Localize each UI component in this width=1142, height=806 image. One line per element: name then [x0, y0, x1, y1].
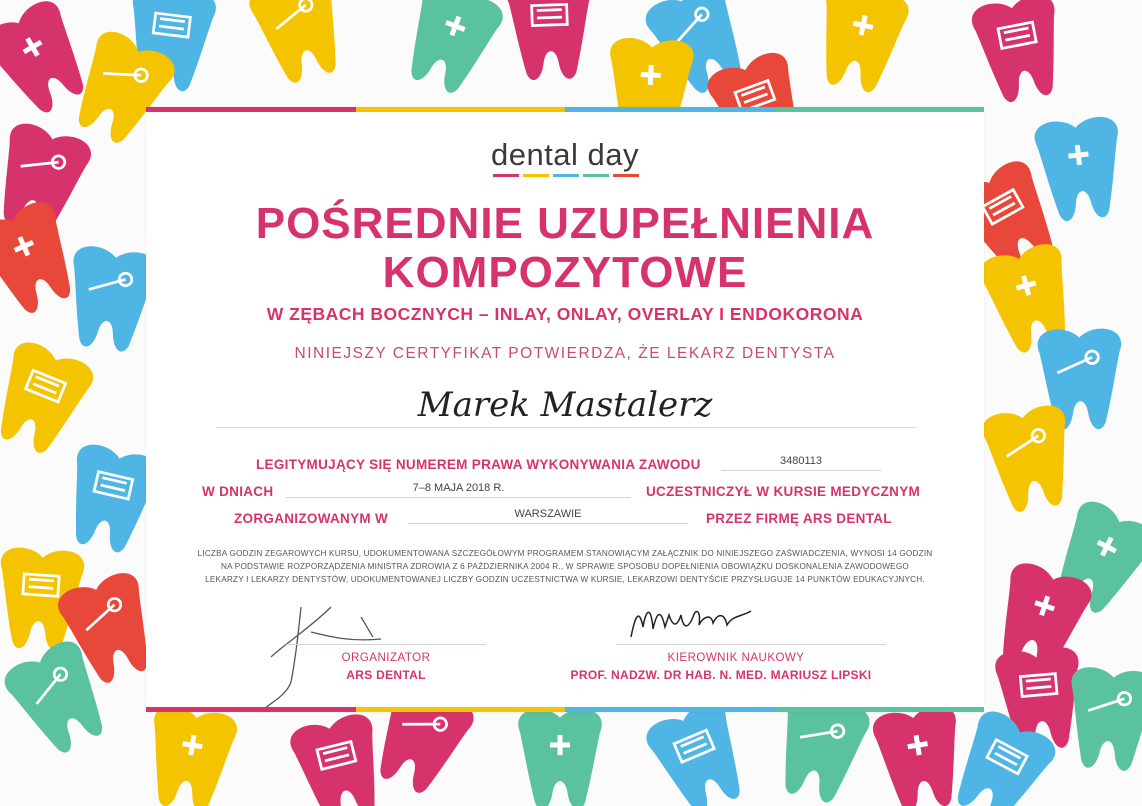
license-label: LEGITYMUJĄCY SIĘ NUMEREM PRAWA WYKONYWANIA ZAWODU: [256, 457, 701, 472]
certificate-card: [146, 107, 984, 712]
tooth-icon: [809, 0, 912, 97]
tooth-icon: [980, 403, 1080, 516]
tooth-icon: [246, 0, 354, 89]
course-dates: 7–8 MAJA 2018 R.: [412, 482, 505, 494]
bottom-color-stripe: [146, 707, 984, 712]
participated-text: UCZESTNICZYŁ W KURSIE MEDYCZNYM: [646, 484, 921, 499]
manager-role: KIEROWNIK NAUKOWY: [667, 652, 805, 664]
brand-underline: [491, 174, 641, 177]
tooth-icon: [393, 0, 507, 101]
tooth-icon: [1064, 666, 1142, 773]
tooth-icon: [62, 244, 159, 355]
tooth-icon: [642, 697, 758, 806]
course-city: WARSZAWIE: [514, 508, 582, 520]
certificate-title-line1: POŚREDNIE UZUPEŁNIENIA: [255, 199, 875, 248]
certificate-title-line2: KOMPOZYTOWE: [382, 248, 748, 297]
certificate-subtitle: W ZĘBACH BOCZNYCH – INLAY, ONLAY, OVERLAY I ENDOKORONA: [266, 304, 864, 324]
dates-underline: [286, 497, 631, 498]
brand-logo: dental day: [490, 137, 640, 172]
dates-label: W DNIACH: [202, 484, 274, 499]
tooth-icon: [0, 337, 98, 461]
license-number: 3480113: [779, 455, 822, 467]
recipient-underline: [216, 427, 916, 428]
organizer-name: ARS DENTAL: [346, 668, 426, 682]
confirmation-text: NINIEJSZY CERTYFIKAT POTWIERDZA, ŻE LEKARZ DENTYSTA: [294, 345, 836, 362]
legal-line: NA PODSTAWIE ROZPORZĄDZENIA MINISTRA ZDROWIA Z 6 PAŹDZIERNIKA 2004 R., W SPRAWIE SPOSOBU DOPEŁNIENIA OBOWIĄZKU DOSKONALENIA ZAWODOWEGO: [221, 562, 909, 571]
manager-signature: [621, 597, 771, 647]
manager-name: PROF. NADZW. DR HAB. N. MED. MARIUSZ LIPSKI: [570, 668, 872, 682]
tooth-icon: [287, 710, 392, 806]
manager-signature-line: [616, 644, 886, 645]
legal-line: LEKARZY I LEKARZY DENTYSTÓW, UDOKUMENTOWANEJ LICZBY GODZIN UCZESTNICTWA W KURSIE, LEKARZOWI DENTYŚCIE PRZYSŁUGUJE 14 PUNKTÓW EDUKACYJNYCH.: [205, 575, 925, 584]
tooth-icon: [871, 703, 969, 806]
legal-line: LICZBA GODZIN ZEGAROWYCH KURSU, UDOKUMENTOWANA SZCZEGÓŁOWYM PROGRAMEM STANOWIĄCYM ZAŁĄCZNIK DO NINIEJSZEGO ZAŚWIADCZENIA, WYNOSI 14 GODZIN: [197, 549, 933, 558]
tooth-icon: [969, 0, 1070, 107]
organized-label: ZORGANIZOWANYM W: [234, 511, 389, 526]
recipient-name: Marek Mastalerz: [417, 385, 713, 425]
legal-notice: [186, 547, 944, 586]
tooth-icon: [506, 0, 593, 81]
tooth-icon: [141, 703, 239, 806]
top-color-stripe: [146, 107, 984, 112]
organizer-role: ORGANIZATOR: [341, 652, 431, 664]
tooth-icon: [1033, 115, 1127, 224]
license-underline: [721, 470, 881, 471]
organizer-signature-line: [286, 644, 486, 645]
city-underline: [408, 523, 688, 524]
company-text: PRZEZ FIRMĘ ARS DENTAL: [706, 511, 892, 526]
tooth-icon: [518, 709, 602, 806]
